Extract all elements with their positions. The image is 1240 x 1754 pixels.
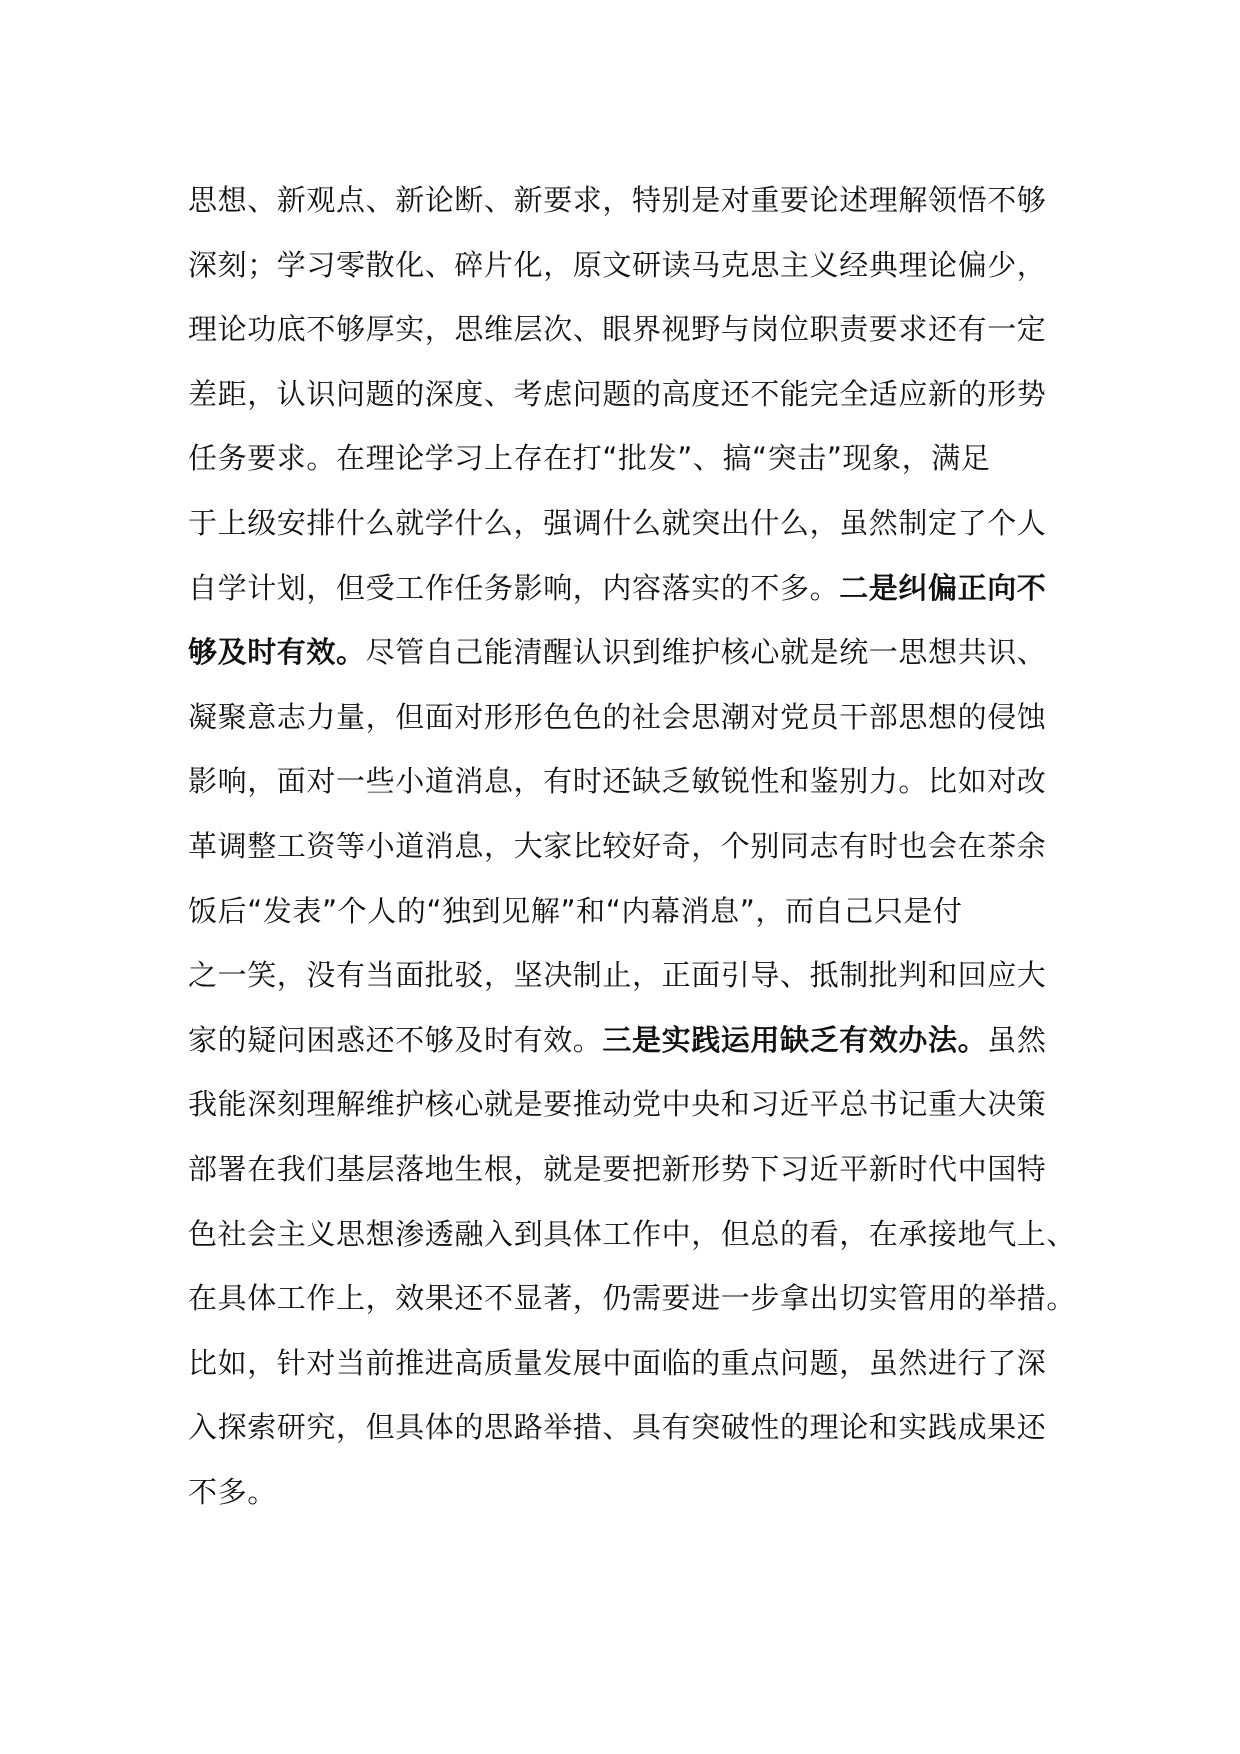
body-text: 理论功底不够厚实，思维层次、眼界视野与岗位职责要求还有一定: [188, 312, 1047, 347]
text-line: [188, 814, 1068, 879]
body-text: 影响，面对一些小道消息，有时还缺乏敏锐性和鉴别力。比如对改: [188, 764, 1047, 799]
text-line: [188, 620, 1068, 685]
body-text: 任务要求。在理论学习上存在打“批发”、搞“突击”现象，满足: [188, 441, 991, 476]
body-text: 深刻；学习零散化、碎片化，原文研读马克思主义经典理论偏少，: [188, 247, 1047, 282]
text-line: [188, 1072, 1068, 1137]
body-text: 在具体工作上，效果还不显著，仍需要进一步拿出切实管用的举措。: [188, 1281, 1077, 1316]
text-line: [188, 879, 1068, 944]
body-text: 自学计划，但受工作任务影响，内容落实的不多。: [188, 570, 840, 605]
body-text: 饭后“发表”个人的“独到见解”和“内幕消息”，而自己只是付: [188, 893, 963, 928]
text-line: [188, 233, 1068, 298]
bold-heading-text: 够及时有效。: [188, 635, 366, 670]
text-line: [188, 556, 1068, 621]
text-line: [188, 1008, 1068, 1073]
body-text: 凝聚意志力量，但面对形形色色的社会思潮对党员干部思想的侵蚀: [188, 699, 1047, 734]
bold-heading-text: 三是实践运用缺乏有效办法。: [602, 1022, 988, 1057]
text-line: [188, 1202, 1077, 1267]
text-line: [188, 685, 1068, 750]
bold-heading-text: 二是纠偏正向不: [839, 570, 1047, 605]
text-line: [188, 297, 1068, 362]
body-text: 差距，认识问题的深度、考虑问题的高度还不能完全适应新的形势: [188, 376, 1047, 411]
body-text: 比如，针对当前推进高质量发展中面临的重点问题，虽然进行了深: [188, 1345, 1047, 1380]
body-text: 革调整工资等小道消息，大家比较好奇，个别同志有时也会在茶余: [188, 828, 1047, 863]
text-line: [188, 491, 1068, 556]
body-text: 入探索研究，但具体的思路举措、具有突破性的理论和实践成果还: [188, 1410, 1047, 1445]
text-line: [188, 362, 1068, 427]
body-text: 色社会主义思想渗透融入到具体工作中，但总的看，在承接地气上、: [188, 1216, 1077, 1251]
text-line: [188, 1137, 1068, 1202]
body-paragraph: [188, 168, 1077, 1524]
text-line: [188, 426, 1068, 491]
text-line: [188, 1266, 1077, 1331]
body-text: 思想、新观点、新论断、新要求，特别是对重要论述理解领悟不够: [188, 183, 1047, 217]
body-text: 我能深刻理解维护核心就是要推动党中央和习近平总书记重大决策: [188, 1087, 1047, 1122]
text-line: [188, 749, 1068, 814]
body-text: 于上级安排什么就学什么，强调什么就突出什么，虽然制定了个人: [188, 505, 1047, 540]
body-text: 虽然: [987, 1022, 1047, 1057]
text-line: [188, 1331, 1068, 1396]
body-text: 部署在我们基层落地生根，就是要把新形势下习近平新时代中国特: [188, 1151, 1047, 1186]
body-text: 家的疑问困惑还不够及时有效。: [188, 1022, 603, 1057]
text-line: [188, 168, 1068, 233]
text-line: [188, 943, 1068, 1008]
text-line: [188, 1460, 1068, 1525]
body-text: 尽管自己能清醒认识到维护核心就是统一思想共识、: [365, 635, 1047, 670]
body-text: 之一笑，没有当面批驳，坚决制止，正面引导、抵制批判和回应大: [188, 958, 1047, 993]
body-text: 不多。: [188, 1474, 277, 1509]
text-line: [188, 1395, 1068, 1460]
